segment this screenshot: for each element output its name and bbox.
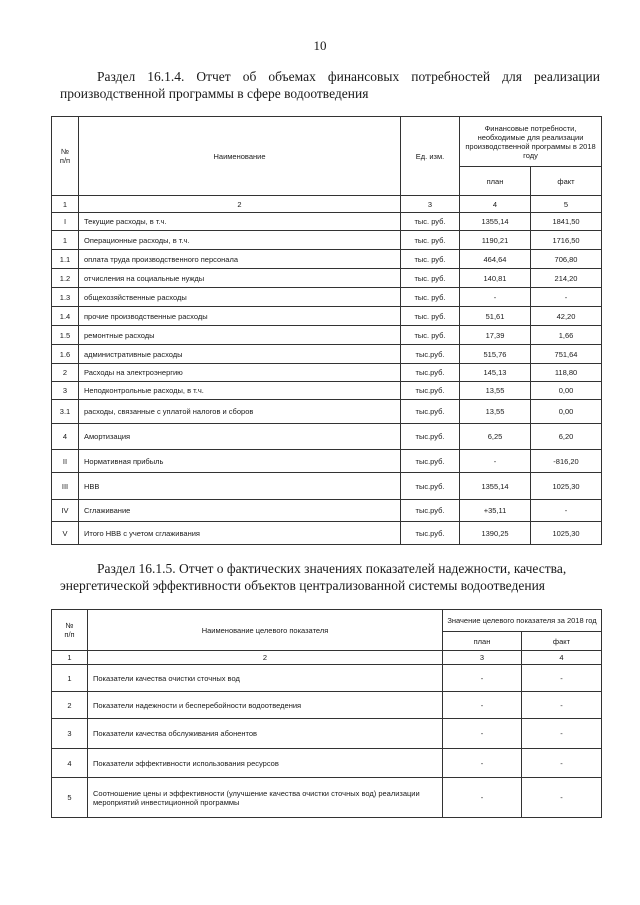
row-name: НВВ [79,473,401,500]
row-number: 3 [52,719,88,749]
row-plan-value: 145,13 [460,364,531,382]
page-number: 10 [313,38,327,53]
row-unit: тыс. руб. [401,326,460,345]
row-fact-value: 751,64 [531,345,602,364]
header-financial-needs: Финансовые потребности, необходимые для реализации производственной программы в 2018 году [460,117,602,167]
row-number: III [52,473,79,500]
row-number: I [52,213,79,231]
header-target-value: Значение целевого показателя за 2018 год [443,610,602,632]
table-row [52,424,602,450]
table-row [52,719,602,749]
row-unit: тыс. руб. [401,269,460,288]
row-number: 4 [52,424,79,450]
row-name: Итого НВВ с учетом сглаживания [79,522,401,545]
row-fact-value: 0,00 [531,382,602,400]
table-row [52,522,602,545]
row-number: 1.6 [52,345,79,364]
table-row [52,500,602,522]
header-fact: факт [531,167,602,196]
row-name: оплата труда производственного персонала [79,250,401,269]
financial-needs-table [51,116,602,545]
row-unit: тыс.руб. [401,382,460,400]
row-plan-value: - [460,450,531,473]
table-row [52,345,602,364]
row-number: V [52,522,79,545]
table-row [52,250,602,269]
row-name: расходы, связанные с уплатой налогов и сборов [79,400,401,424]
section-title-line2: производственной программы в сфере водоотведения [60,86,369,101]
row-name: Амортизация [79,424,401,450]
row-name: отчисления на социальные нужды [79,269,401,288]
section-16-1-4-title [60,68,600,102]
row-plan-value: 464,64 [460,250,531,269]
row-unit: тыс. руб. [401,213,460,231]
row-number: 1.2 [52,269,79,288]
row-fact-value: 706,80 [531,250,602,269]
header-plan: план [460,167,531,196]
row-name: Нормативная прибыль [79,450,401,473]
row-plan-value: 1355,14 [460,213,531,231]
row-number: 2 [52,364,79,382]
table-row [52,213,602,231]
header-num: № п/п [52,117,79,196]
row-unit: тыс. руб. [401,231,460,250]
row-plan-value: - [460,288,531,307]
row-plan-value: - [443,692,522,719]
row-unit: тыс.руб. [401,522,460,545]
table-row [52,364,602,382]
row-plan-value: 17,39 [460,326,531,345]
reliability-indicators-table [51,609,602,818]
row-fact-value: - [522,749,602,778]
row-plan-value: - [443,665,522,692]
row-plan-value: +35,11 [460,500,531,522]
row-name: прочие производственные расходы [79,307,401,326]
row-name: административные расходы [79,345,401,364]
row-indicator-name: Показатели надежности и бесперебойности водоотведения [88,692,443,719]
row-number: 1 [52,231,79,250]
row-plan-value: - [443,778,522,818]
row-unit: тыс.руб. [401,364,460,382]
table-row [52,692,602,719]
column-number-row [52,651,602,665]
row-plan-value: 1190,21 [460,231,531,250]
col-number: 2 [79,196,401,213]
table-row [52,288,602,307]
row-plan-value: 51,61 [460,307,531,326]
row-plan-value: 515,76 [460,345,531,364]
section-title-line2: энергетической эффективности объектов централизованной системы водоотведения [60,578,545,593]
table-row [52,749,602,778]
row-fact-value: - [531,288,602,307]
row-plan-value: 13,55 [460,382,531,400]
row-indicator-name: Показатели эффективности использования ресурсов [88,749,443,778]
table-row [52,473,602,500]
table-row [52,778,602,818]
row-fact-value: 6,20 [531,424,602,450]
row-fact-value: 1025,30 [531,522,602,545]
row-name: Расходы на электроэнергию [79,364,401,382]
col-number: 5 [531,196,602,213]
row-fact-value: 0,00 [531,400,602,424]
row-name: общехозяйственные расходы [79,288,401,307]
row-plan-value: 13,55 [460,400,531,424]
row-fact-value: 1,66 [531,326,602,345]
row-indicator-name: Показатели качества обслуживания абонентов [88,719,443,749]
row-number: 5 [52,778,88,818]
row-name: Неподконтрольные расходы, в т.ч. [79,382,401,400]
row-number: 2 [52,692,88,719]
table-row [52,382,602,400]
row-fact-value: 1841,50 [531,213,602,231]
row-unit: тыс. руб. [401,288,460,307]
col-number: 3 [401,196,460,213]
row-indicator-name: Соотношение цены и эффективности (улучшение качества очистки сточных вод) реализации мероприятий инвестиционной программы [88,778,443,818]
row-number: II [52,450,79,473]
row-unit: тыс.руб. [401,424,460,450]
row-name: Текущие расходы, в т.ч. [79,213,401,231]
table-row [52,326,602,345]
row-fact-value: 1716,50 [531,231,602,250]
row-unit: тыс. руб. [401,307,460,326]
section-16-1-5-title [60,560,600,594]
row-fact-value: - [522,778,602,818]
header-indicator-name: Наименование целевого показателя [88,610,443,651]
row-fact-value: 42,20 [531,307,602,326]
column-number-row [52,196,602,213]
header-plan: план [443,632,522,651]
row-unit: тыс.руб. [401,345,460,364]
row-fact-value: -816,20 [531,450,602,473]
row-name: ремонтные расходы [79,326,401,345]
header-num: № п/п [52,610,88,651]
row-number: 3.1 [52,400,79,424]
row-fact-value: - [522,692,602,719]
row-fact-value: - [531,500,602,522]
row-number: 1.1 [52,250,79,269]
header-fact: факт [522,632,602,651]
table-row [52,665,602,692]
row-plan-value: - [443,749,522,778]
table-row [52,307,602,326]
row-number: 3 [52,382,79,400]
row-number: IV [52,500,79,522]
col-number: 2 [88,651,443,665]
col-number: 3 [443,651,522,665]
row-number: 1.3 [52,288,79,307]
row-fact-value: - [522,665,602,692]
row-name: Сглаживание [79,500,401,522]
table-row [52,269,602,288]
row-fact-value: 214,20 [531,269,602,288]
row-fact-value: 118,80 [531,364,602,382]
row-number: 1 [52,665,88,692]
row-unit: тыс.руб. [401,473,460,500]
row-unit: тыс.руб. [401,500,460,522]
header-name: Наименование [79,117,401,196]
table-row [52,450,602,473]
row-indicator-name: Показатели качества очистки сточных вод [88,665,443,692]
row-unit: тыс. руб. [401,250,460,269]
col-number: 1 [52,196,79,213]
row-name: Операционные расходы, в т.ч. [79,231,401,250]
row-unit: тыс.руб. [401,450,460,473]
row-plan-value: 140,81 [460,269,531,288]
row-plan-value: - [443,719,522,749]
table-row [52,400,602,424]
row-plan-value: 1355,14 [460,473,531,500]
section-title-line1: Раздел 16.1.4. Отчет об объемах финансовых потребностей для реализации [97,69,600,84]
col-number: 4 [460,196,531,213]
col-number: 1 [52,651,88,665]
row-number: 1.5 [52,326,79,345]
section-title-line1: Раздел 16.1.5. Отчет о фактических значениях показателей надежности, качества, [97,561,567,576]
row-plan-value: 6,25 [460,424,531,450]
table-row [52,231,602,250]
row-number: 4 [52,749,88,778]
header-unit: Ед. изм. [401,117,460,196]
row-fact-value: 1025,30 [531,473,602,500]
row-number: 1.4 [52,307,79,326]
col-number: 4 [522,651,602,665]
row-fact-value: - [522,719,602,749]
row-unit: тыс.руб. [401,400,460,424]
row-plan-value: 1390,25 [460,522,531,545]
